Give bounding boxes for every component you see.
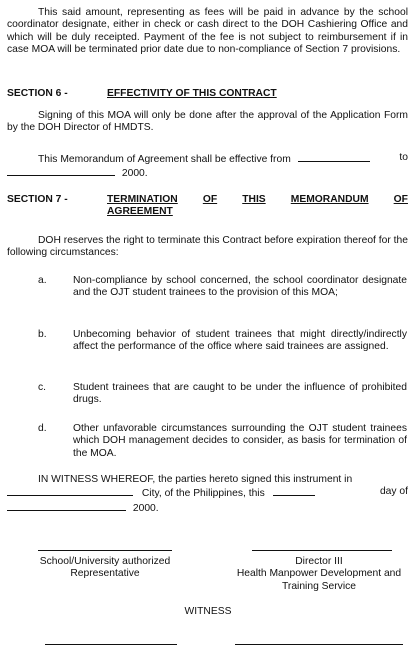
section-7-heading [7,194,408,220]
section-7-title-line2: AGREEMENT [107,206,173,218]
section-7-title-word: OF [393,194,408,205]
right-signatory-line2: Health Manpower Development and [236,568,402,580]
city-blank [7,486,133,496]
effectivity-to: to [399,152,408,163]
right-signature-line [252,550,392,551]
witness-label: WITNESS [184,606,232,617]
witness-clause [7,474,408,515]
left-signatory-line1: School/University authorized [39,556,171,567]
effective-year: 2000. [121,168,148,180]
left-signatory [12,556,198,581]
intro-paragraph: This said amount, representing as fees will be paid in advance by the school coordinator designate, either in check or cash direct to the DOH Cashiering Office and which will be duly receipted. Payment of the fee is not subject to reimbursement if in case MOA will be terminated prior date due to non-compliance of Section 7 provisions. [7,7,408,56]
list-item-label: c. [38,382,47,393]
section-7-number: SECTION 7 - [7,194,68,205]
section-6-number: SECTION 6 - [7,88,68,99]
list-item-text: Other unfavorable circumstances surrounding the OJT student trainees which DOH management decides to consider, as basis for termination of the MOA. [73,423,407,459]
section-7-title-word: TERMINATION [107,194,178,205]
list-item-label: d. [38,423,47,434]
list-item-label: a. [38,275,47,286]
witness-clause-year: 2000. [132,502,159,514]
right-signatory-line3: Training Service [281,580,356,592]
section-7-title-word: THIS [242,194,266,205]
witness-line-right [235,644,403,645]
end-date-blank [7,166,115,176]
section-6-title: EFFECTIVITY OF THIS CONTRACT [107,88,277,99]
month-blank [7,501,126,511]
effectivity-text: This Memorandum of Agreement shall be effective from [38,154,291,165]
section-6-heading [7,88,408,101]
section-7-title [107,194,408,219]
witness-line-left [45,644,177,645]
list-item-text: Non-compliance by school concerned, the school coordinator designate and the OJT student trainees to the provision of this MOA; [73,275,407,299]
list-item-label: b. [38,329,47,340]
witness-clause-city: City, of the Philippines, this [141,488,265,500]
left-signatory-line2: Representative [70,568,140,580]
witness-clause-line1: IN WITNESS WHEREOF, the parties hereto signed this instrument in [38,474,353,485]
effectivity-paragraph [7,152,408,181]
section-7-title-word: OF [202,194,218,205]
termination-intro: DOH reserves the right to terminate this Contract before expiration thereof for the following circumstances: [7,235,408,259]
right-signatory-line1: Director III [295,556,343,567]
day-blank [273,486,315,496]
right-signatory [226,556,412,593]
signing-paragraph: Signing of this MOA will only be done after the approval of the Application Form by the DOH Director of HMDTS. [7,110,408,134]
witness-clause-day: day of [379,486,408,498]
list-item-text: Unbecoming behavior of student trainees that might directly/indirectly affect the performance of the office where said trainees are assigned. [73,329,407,353]
section-7-title-word: MEMORANDUM [290,194,369,205]
left-signature-line [38,550,172,551]
effective-date-blank [298,152,370,162]
list-item-text: Student trainees that are caught to be under the influence of prohibited drugs. [73,382,407,406]
